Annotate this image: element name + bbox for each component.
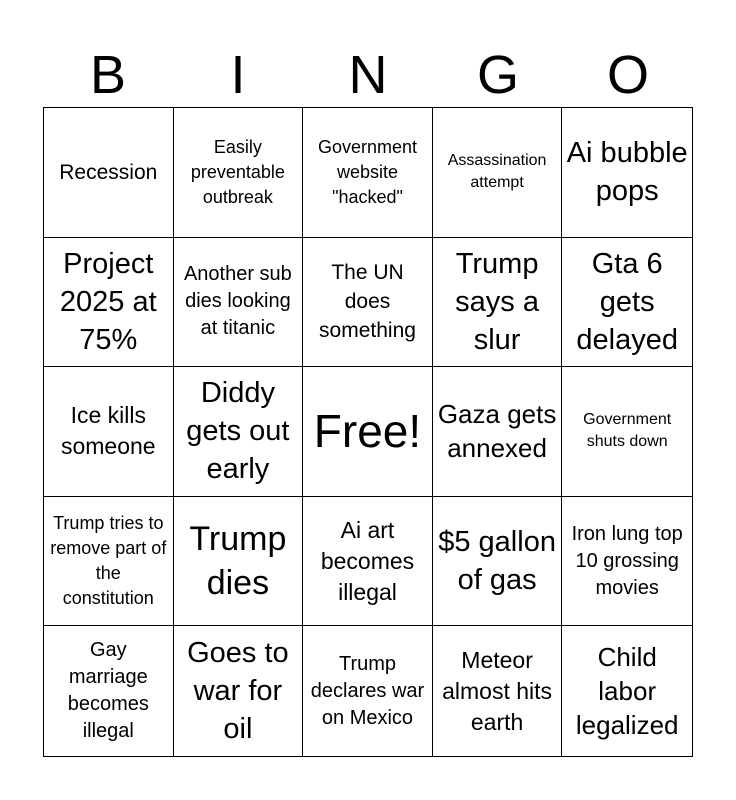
header-letter-i: I [230,45,246,105]
bingo-header [43,44,693,106]
bingo-cell-n2[interactable] [303,238,433,368]
bingo-cell-i2[interactable] [174,238,304,368]
cell-text: The UN does something [319,261,416,343]
bingo-cell-i4[interactable] [174,497,304,627]
cell-text: Gay marriage becomes illegal [67,639,149,743]
cell-text: Meteor almost hits earth [442,646,553,735]
bingo-cell-b4[interactable] [44,497,174,627]
bingo-board [43,107,693,757]
bingo-cell-o1[interactable] [562,108,692,238]
bingo-cell-i5[interactable] [174,626,304,756]
cell-text: Trump says a slur [455,247,539,356]
bingo-cell-b1[interactable] [44,108,174,238]
bingo-cell-g4[interactable] [433,497,563,627]
header-letter-g: G [476,45,519,105]
bingo-cell-g3[interactable] [433,367,563,497]
bingo-cell-n4[interactable] [303,497,433,627]
cell-text: Assassination attempt [447,152,547,192]
bingo-cell-o4[interactable] [562,497,692,627]
bingo-cell-g1[interactable] [433,108,563,238]
bingo-cell-n5[interactable] [303,626,433,756]
cell-text: Recession [59,160,158,184]
cell-text: Gaza gets annexed [437,399,557,464]
bingo-cell-g2[interactable] [433,238,563,368]
cell-text: Iron lung top 10 grossing movies [571,522,683,599]
cell-text: Gta 6 gets delayed [576,247,678,356]
cell-text: Easily preventable outbreak [190,136,285,207]
cell-text: Trump tries to remove part of the constitution [50,513,167,609]
bingo-cell-i1[interactable] [174,108,304,238]
cell-text: Free! [313,405,422,458]
cell-text: Trump dies [189,520,287,603]
header-letter-o: O [606,45,649,105]
bingo-cell-n1[interactable] [303,108,433,238]
header-letter-b: B [89,45,127,105]
cell-text: Diddy gets out early [186,377,290,486]
bingo-cell-o2[interactable] [562,238,692,368]
bingo-cell-free[interactable] [303,367,433,497]
cell-text: Trump declares war on Mexico [310,652,425,729]
bingo-cell-b3[interactable] [44,367,174,497]
bingo-cell-b2[interactable] [44,238,174,368]
cell-text: Government shuts down [583,411,672,451]
bingo-cell-g5[interactable] [433,626,563,756]
header-letter-n: N [348,45,388,105]
cell-text: Project 2025 at 75% [59,247,157,356]
bingo-cell-o3[interactable] [562,367,692,497]
bingo-cell-o5[interactable] [562,626,692,756]
cell-text: Ai bubble pops [566,137,688,208]
cell-text: Government website "hacked" [317,136,418,207]
cell-text: Ai art becomes illegal [320,516,415,605]
cell-text: Child labor legalized [575,642,679,741]
cell-text: Ice kills someone [60,402,156,460]
cell-text: $5 gallon of gas [438,526,556,597]
bingo-cell-b5[interactable] [44,626,174,756]
bingo-cell-i3[interactable] [174,367,304,497]
cell-text: Goes to war for oil [187,637,289,746]
cell-text: Another sub dies looking at titanic [183,263,292,340]
